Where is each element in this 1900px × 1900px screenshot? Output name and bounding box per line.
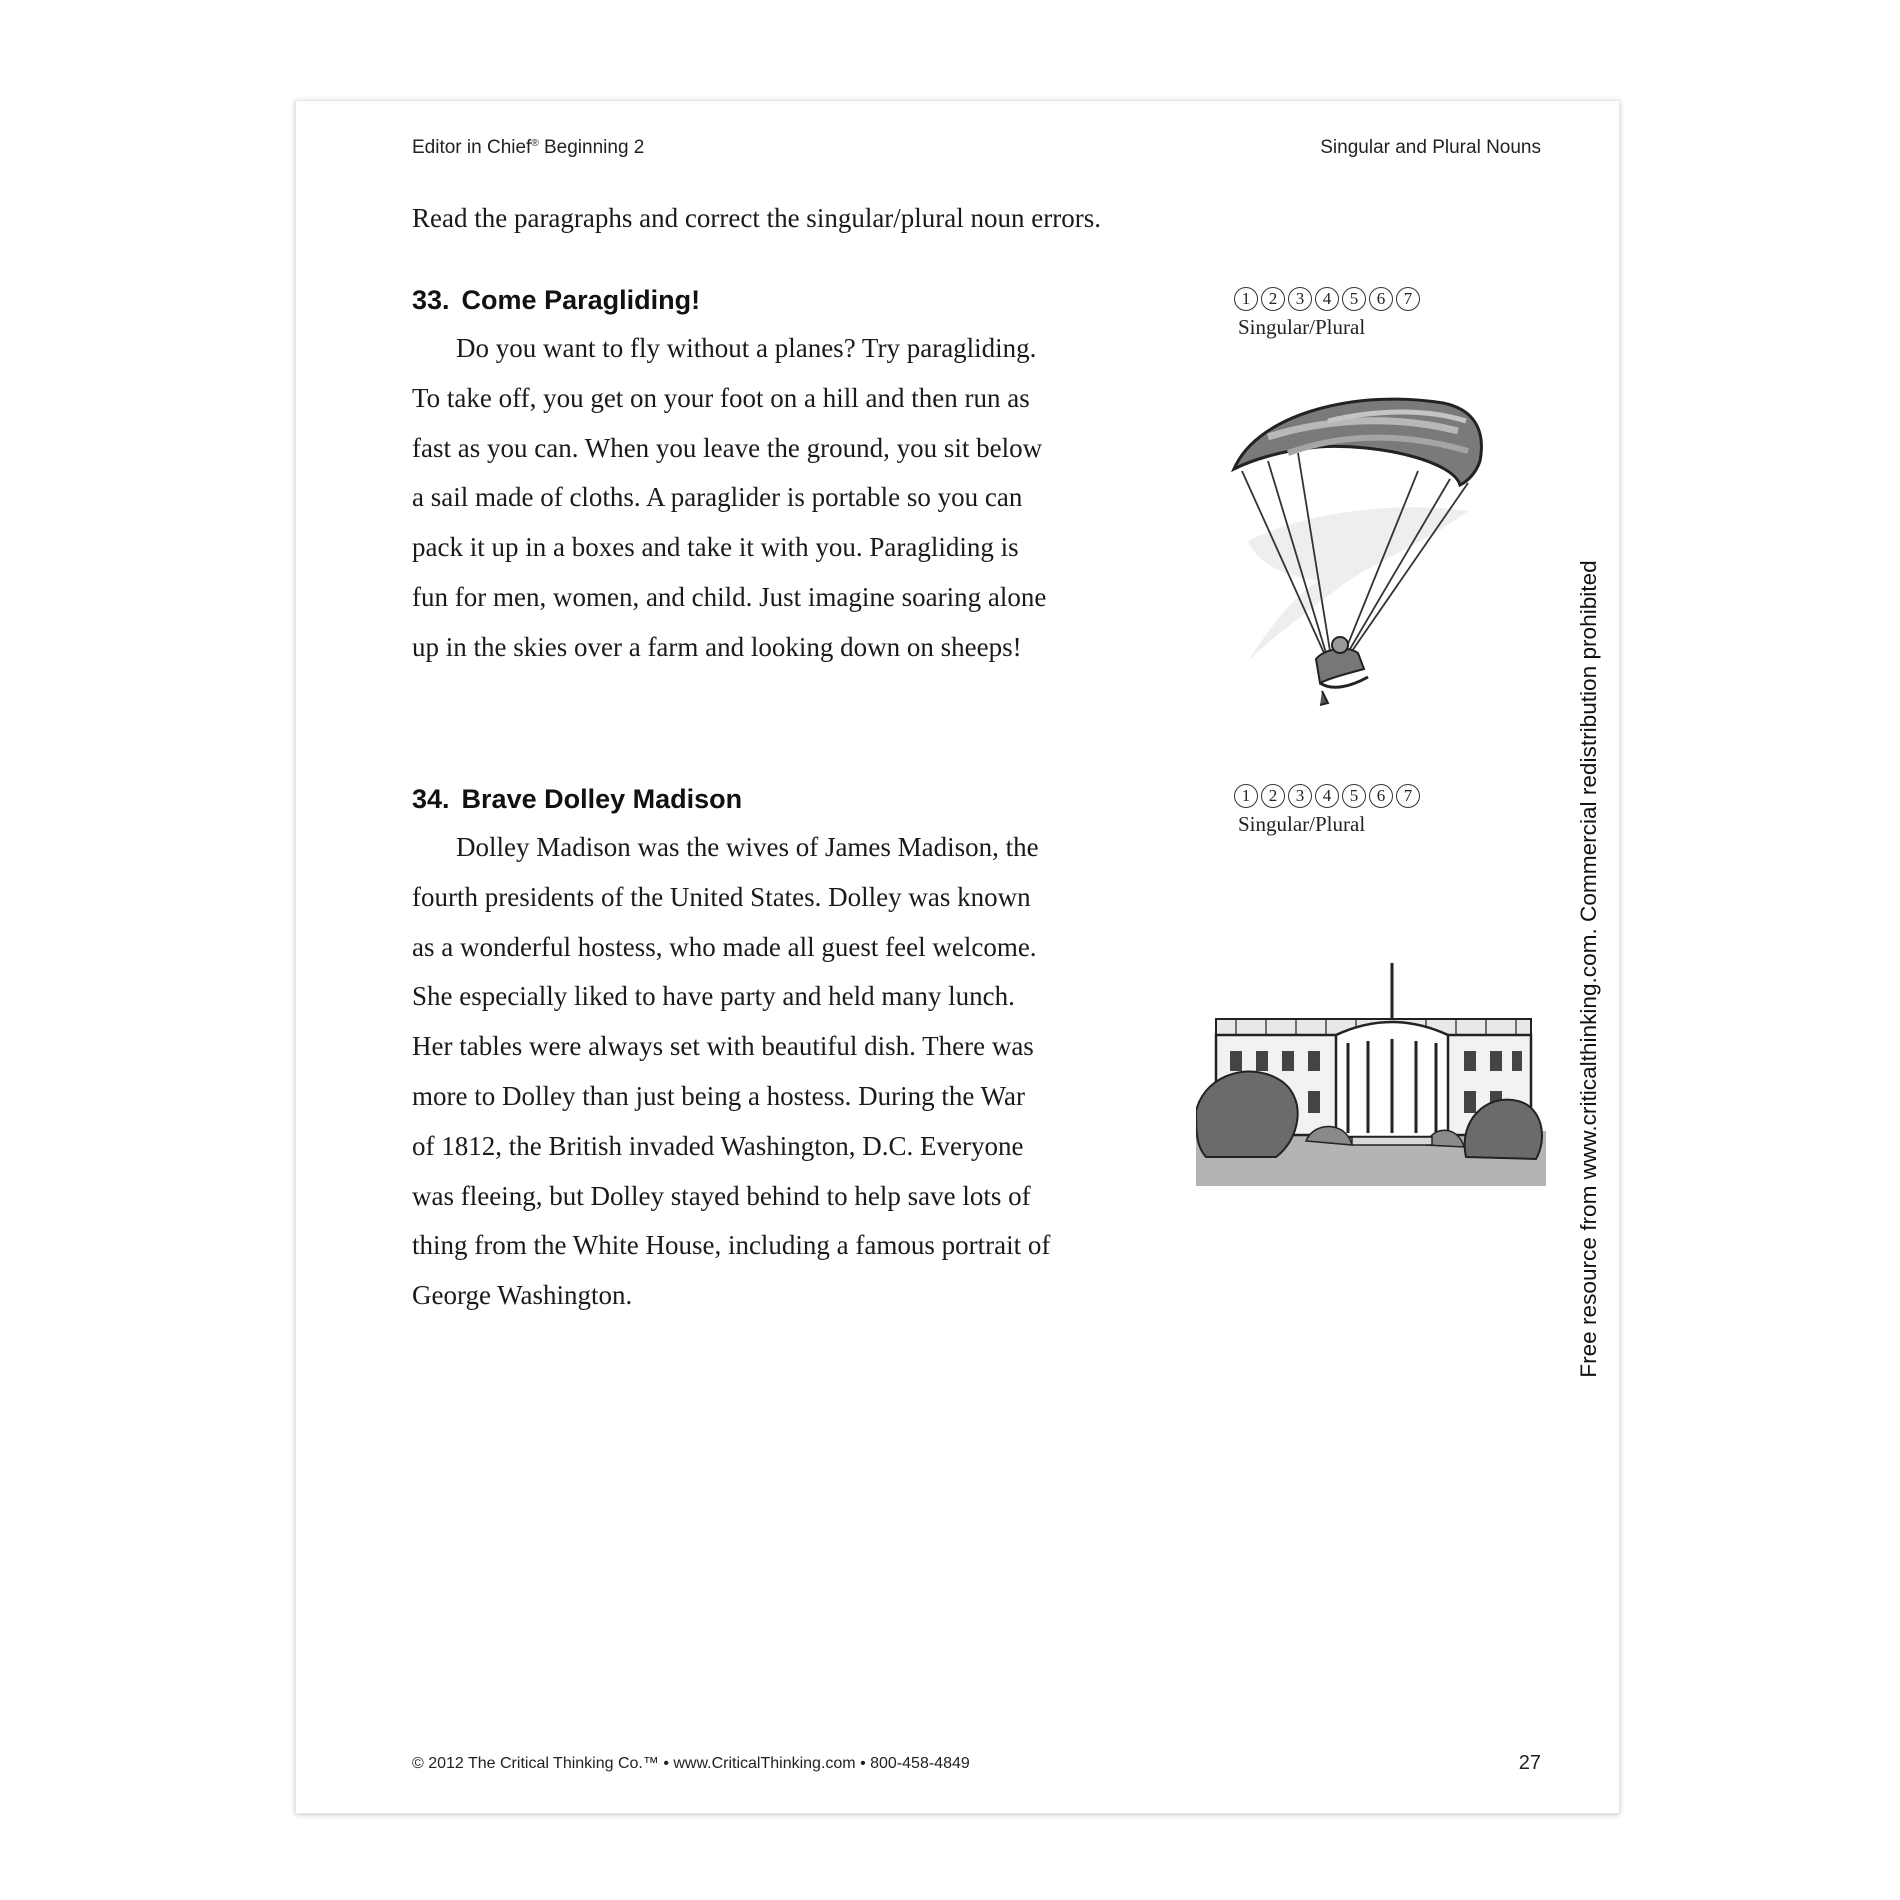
steps <box>1352 1137 1432 1145</box>
exercise-34 <box>412 781 1192 1321</box>
registered-mark: ® <box>531 138 539 149</box>
page-number: 27 <box>1518 1752 1541 1774</box>
score-circles <box>1234 287 1474 311</box>
score-circle-5[interactable]: 5 <box>1342 287 1366 311</box>
exercise-33 <box>412 282 1192 673</box>
score-circle-7[interactable]: 7 <box>1396 287 1420 311</box>
score-circle-3[interactable]: 3 <box>1288 287 1312 311</box>
paraglider-illustration <box>1228 391 1488 711</box>
score-circles <box>1234 784 1474 808</box>
white-house-illustration <box>1196 961 1546 1186</box>
rubric-33 <box>1234 287 1474 340</box>
score-circle-1[interactable]: 1 <box>1234 784 1258 808</box>
exercise-paragraph: Dolley Madison was the wives of James Madison, the fourth presidents of the United States. Dolley was known as a wonderful hostess, who made all guest feel welcome. She especially liked to have party and held many lunch. Her tables were always set with beautiful dish. There was more to Dolley than just being a hostess. During the War of 1812, the British invaded Washington, D.C. Everyone was fleeing, but Dolley stayed behind to help save lots of thing from the White House, including a famous portrait of George Washington. <box>412 832 1051 1311</box>
worksheet-page <box>296 101 1619 1813</box>
score-circle-3[interactable]: 3 <box>1288 784 1312 808</box>
score-circle-7[interactable]: 7 <box>1396 784 1420 808</box>
score-circle-4[interactable]: 4 <box>1315 287 1339 311</box>
exercise-title <box>412 282 1192 318</box>
score-circle-6[interactable]: 6 <box>1369 287 1393 311</box>
book-level: Beginning 2 <box>538 137 645 158</box>
running-header-left <box>412 137 644 159</box>
score-circle-2[interactable]: 2 <box>1261 287 1285 311</box>
side-note-text: Free resource from www.criticalthinking.com. Commercial redistribution prohibited <box>1576 560 1601 1378</box>
running-header-right: Singular and Plural Nouns <box>1320 137 1541 158</box>
instructions: Read the paragraphs and correct the singular/plural noun errors. <box>412 203 1101 233</box>
score-circle-4[interactable]: 4 <box>1315 784 1339 808</box>
exercise-number: 33. <box>412 285 450 315</box>
book-title: Editor in Chief <box>412 137 532 158</box>
rubric-label: Singular/Plural <box>1238 315 1366 339</box>
exercise-number: 34. <box>412 784 450 814</box>
score-circle-2[interactable]: 2 <box>1261 784 1285 808</box>
score-circle-1[interactable]: 1 <box>1234 287 1258 311</box>
score-circle-6[interactable]: 6 <box>1369 784 1393 808</box>
exercise-heading: Brave Dolley Madison <box>461 784 743 814</box>
exercise-title <box>412 781 1192 817</box>
rubric-34 <box>1234 784 1474 837</box>
exercise-paragraph: Do you want to fly without a planes? Try paragliding. To take off, you get on your foot on a hill and then run as fast as you can. When you leave the ground, you sit below a sail made of cloths. A paraglider is portable so you can pack it up in a boxes and take it with you. Paragliding is fun for men, women, and child. Just imagine soaring alone up in the skies over a farm and looking down on sheeps! <box>412 333 1047 662</box>
exercise-heading: Come Paragliding! <box>461 285 701 315</box>
tree-left <box>1196 1072 1298 1157</box>
rubric-label: Singular/Plural <box>1238 812 1366 836</box>
score-circle-5[interactable]: 5 <box>1342 784 1366 808</box>
footer-copyright: © 2012 The Critical Thinking Co.™ • www.CriticalThinking.com • 800-458-4849 <box>412 1755 970 1772</box>
